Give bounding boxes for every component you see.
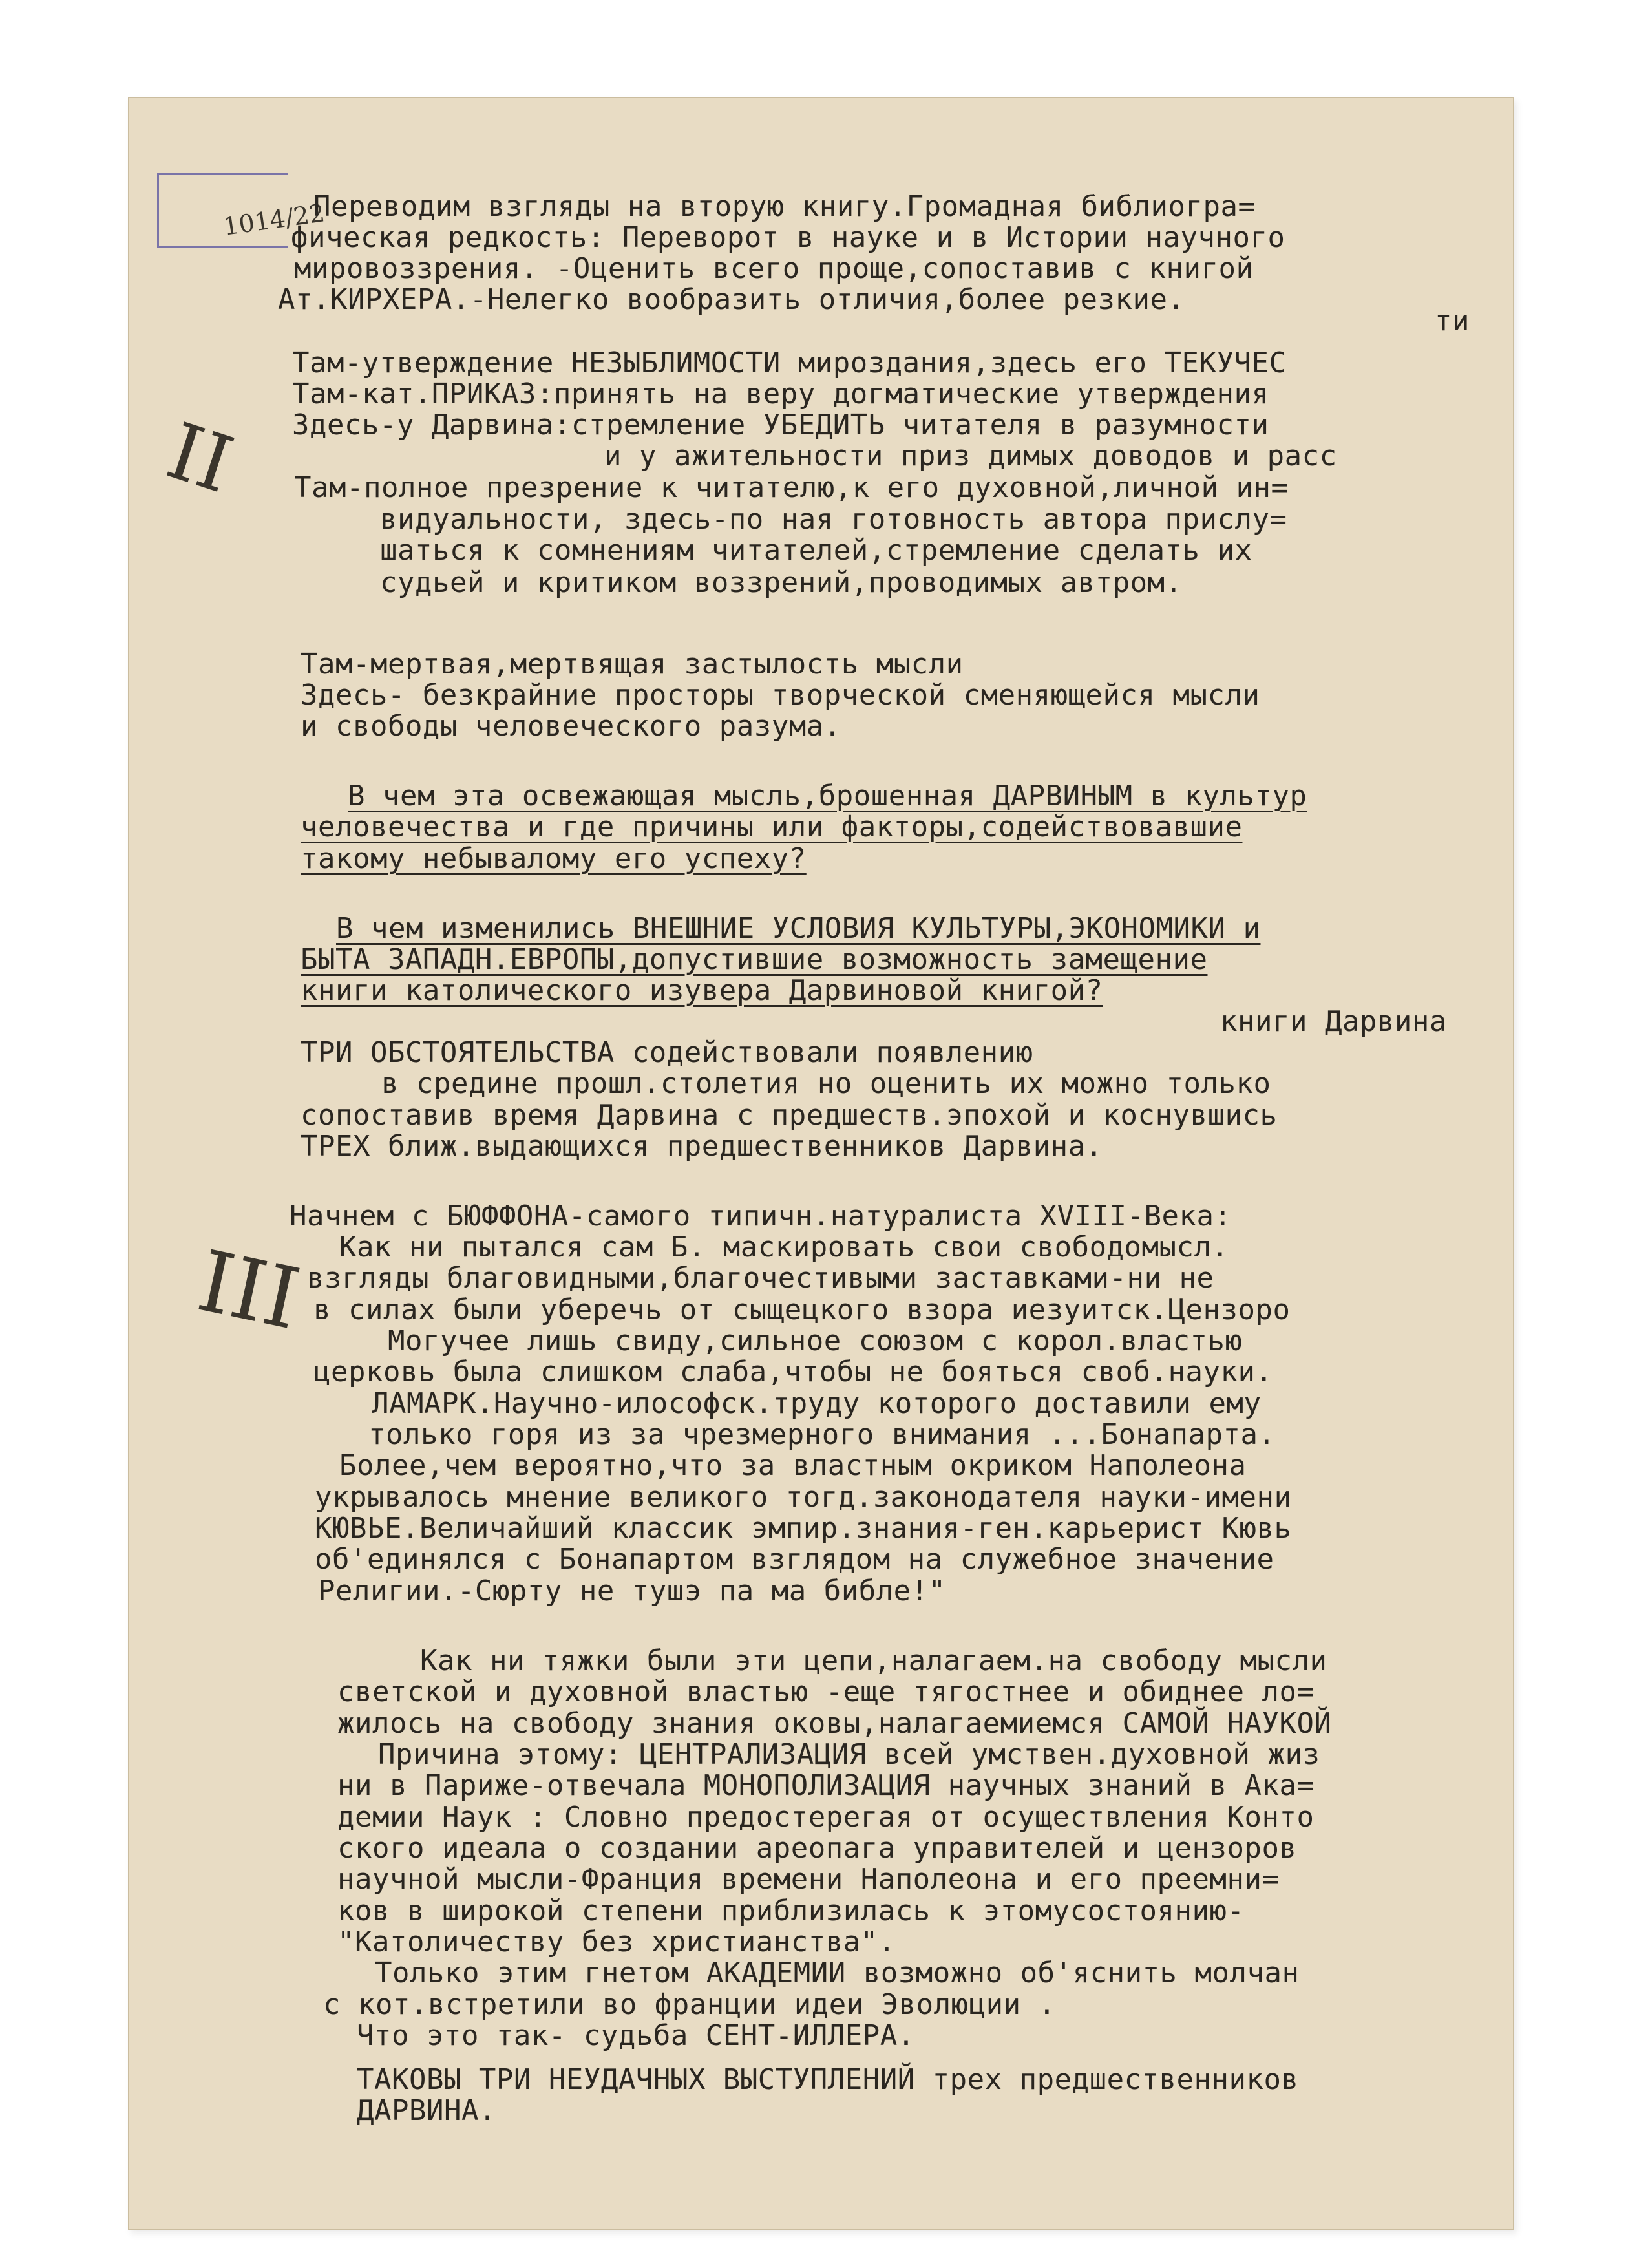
text-line: Здесь- безкрайние просторы творческой сменяющейся мысли	[301, 679, 1260, 712]
text-line: мировоззрения. -Оценить всего проще,сопоставив с книгой	[294, 252, 1254, 285]
text-line: книги католического изувера Дарвиновой книгой?	[301, 974, 1103, 1007]
text-line: ТРИ ОБСТОЯТЕЛЬСТВА содействовали появлению	[301, 1036, 1051, 1069]
text-line: "Католичеству без христианства".	[337, 1925, 896, 1958]
text-line: демии Наук : Словно предостерегая от осуществления Конто	[337, 1801, 1315, 1834]
text-line: и у ажительности приз димых доводов и расс	[604, 440, 1337, 472]
text-line: шаться к сомнениям читателей,стремление сделать их	[380, 534, 1252, 567]
inventory-number: 1014/22	[221, 198, 327, 241]
text-line: взгляды благовидными,благочестивыми заставками-ни не	[307, 1262, 1214, 1295]
text-line: ТАКОВЫ ТРИ НЕУДАЧНЫХ ВЫСТУПЛЕНИЙ трех предшественников	[357, 2063, 1299, 2096]
text-line: В чем эта освежающая мысль,брошенная ДАРВИНЫМ в культур	[348, 779, 1307, 812]
text-line: Там-мертвая,мертвящая застылость мысли	[301, 648, 964, 681]
text-line: Могучее лишь свиду,сильное союзом с корол.властью	[388, 1324, 1243, 1357]
text-line: ДАРВИНА.	[357, 2094, 496, 2127]
text-line: и свободы человеческого разума.	[301, 710, 841, 743]
text-line: Как ни пытался сам Б. маскировать свои свободомысл.	[339, 1231, 1229, 1264]
text-line: книги Дарвина	[1220, 1005, 1447, 1038]
text-line: ков в широкой степени приблизилась к этомусостоянию-	[337, 1894, 1245, 1927]
text-line: ти	[1435, 304, 1470, 337]
text-line: Здесь-у Дарвина:стремление УБЕДИТЬ читателя в разумности	[292, 408, 1269, 441]
text-line: Более,чем вероятно,что за властным окриком Наполеона	[339, 1449, 1247, 1482]
text-line: в силах были уберечь от сыщецкого взора иезуитск.Цензоро	[313, 1293, 1291, 1326]
text-line: Как ни тяжки были эти цепи,налагаем.на свободу мысли	[420, 1644, 1327, 1677]
text-line: жилось на свободу знания оковы,налагаемиемся САМОЙ НАУКОЙ	[337, 1707, 1332, 1740]
text-line: ЛАМАРК.Научно-илософск.труду которого доставили ему	[372, 1387, 1262, 1420]
text-line: церковь была слишком слаба,чтобы не бояться своб.науки.	[313, 1355, 1273, 1388]
text-line: видуальности, здесь-по ная готовность автора прислу=	[380, 503, 1287, 536]
text-line: Там-полное презрение к читателю,к его духовной,личной ин=	[294, 471, 1289, 504]
text-line: ского идеала о создании ареопага управителей и цензоров	[337, 1832, 1297, 1865]
text-line: человечества и где причины или факторы,содействовавшие	[301, 811, 1243, 843]
text-line: Религии.-Сюрту не тушэ па ма библе!"	[318, 1574, 946, 1607]
text-line: ТРЕХ ближ.выдающихся предшественников Дарвина.	[301, 1130, 1103, 1163]
text-line: БЫТА ЗАПАДН.ЕВРОПЫ,допустившие возможность замещение	[301, 943, 1208, 976]
text-line: в средине прошл.столетия но оценить их можно только	[381, 1067, 1271, 1100]
text-line: фическая редкость: Переворот в науке и в Истории научного	[291, 221, 1285, 254]
text-line: научной мысли-Франция времени Наполеона и его преемни=	[337, 1863, 1280, 1896]
text-line: сопоставив время Дарвина с предшеств.эпохой и коснувшись	[301, 1099, 1278, 1132]
text-line: В чем изменились ВНЕШНИЕ УСЛОВИЯ КУЛЬТУРЫ,ЭКОНОМИКИ и	[336, 912, 1261, 945]
text-line: Что это так- судьба СЕНТ-ИЛЛЕРА.	[357, 2019, 915, 2052]
text-line: укрывалось мнение великого тогд.законодателя науки-имени	[315, 1481, 1292, 1514]
text-line: Там-кат.ПРИКАЗ:принять на веру догматические утверждения	[292, 377, 1269, 410]
text-line: судьей и критиком воззрений,проводимых автром.	[380, 566, 1183, 599]
text-line: светской и духовной властью -еще тягостнее и обиднее ло=	[337, 1675, 1315, 1708]
text-line: КЮВЬЕ.Величайший классик эмпир.знания-ген.карьерист Кювь	[315, 1512, 1292, 1545]
margin-mark-iii: III	[189, 1231, 308, 1349]
text-line: Только этим гнетом АКАДЕМИИ возможно об'яснить молчан	[375, 1956, 1300, 1989]
text-line: такому небывалому его успеху?	[301, 842, 807, 875]
text-line: Переводим взгляды на вторую книгу.Громадная библиогра=	[313, 190, 1256, 223]
text-line: с кот.встретили во франции идеи Эволюции .	[323, 1988, 1056, 2021]
text-line: Ат.КИРХЕРА.-Нелегко вообразить отличия,более резкие.	[278, 283, 1185, 316]
text-line: ни в Париже-отвечала МОНОПОЛИЗАЦИЯ научных знаний в Ака=	[337, 1769, 1315, 1802]
text-line: Причина этому: ЦЕНТРАЛИЗАЦИЯ всей умствен.духовной жиз	[378, 1738, 1320, 1771]
margin-mark-ii: II	[156, 406, 243, 511]
text-line: Там-утверждение НЕЗЫБЛИМОСТИ мироздания,здесь его ТЕКУЧЕС	[292, 346, 1287, 379]
text-line: только горя из за чрезмерного внимания ...Бонапарта.	[368, 1418, 1276, 1451]
text-line: Начнем с БЮФФОНА-самого типичн.натуралиста XVIII-Века:	[290, 1200, 1232, 1233]
text-line: об'единялся с Бонапартом взглядом на служебное значение	[315, 1543, 1274, 1576]
